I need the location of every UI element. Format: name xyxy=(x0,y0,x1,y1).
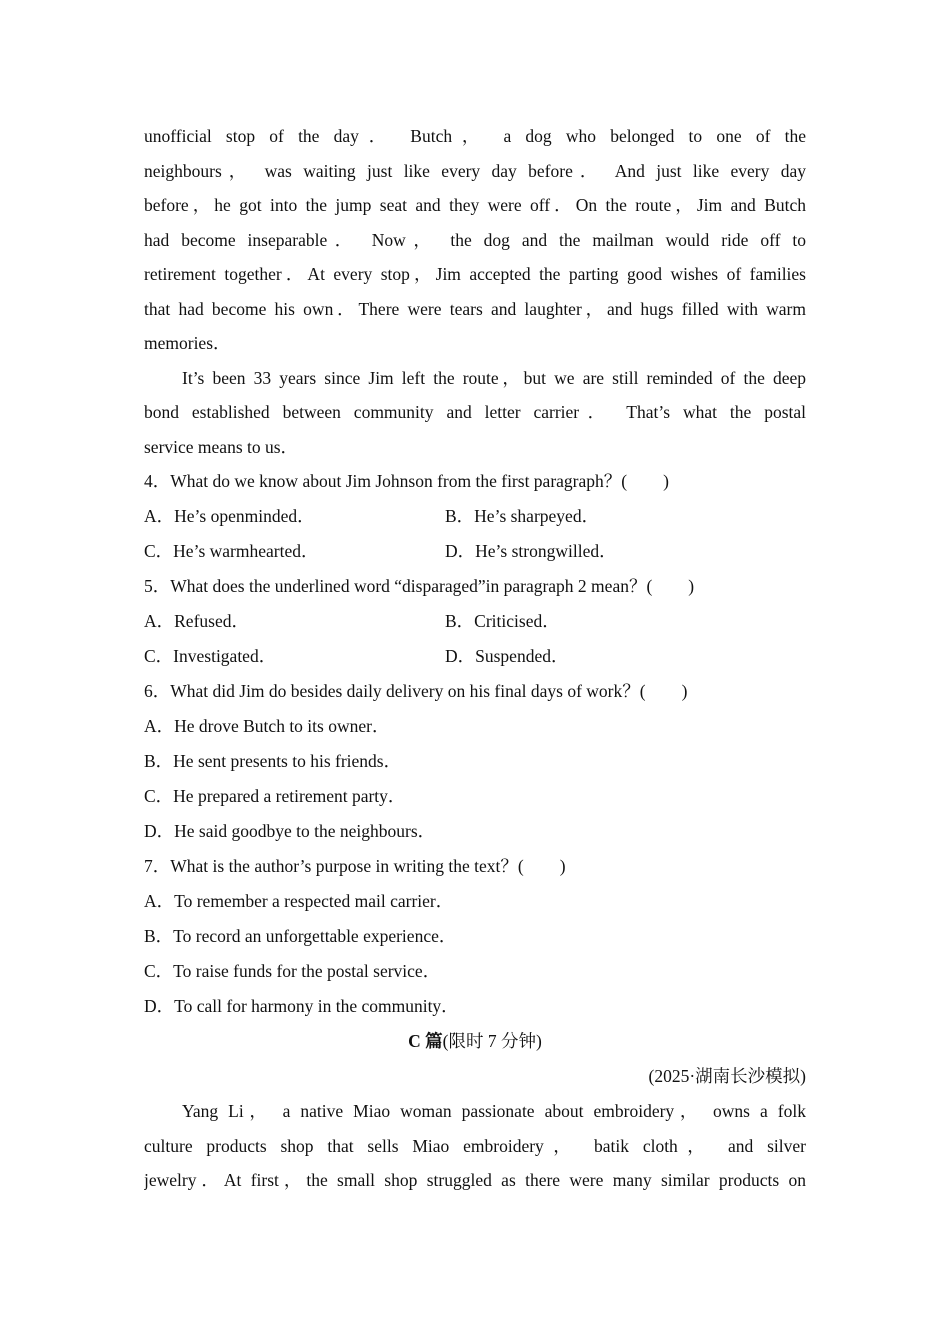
question-text: 5．What does the underlined word “disparaged”in paragraph 2 mean？( xyxy=(144,576,653,596)
section-c-source: (2025·湖南长沙模拟) xyxy=(648,1066,806,1086)
text-line: before，he got into the jump seat and they were off．On the route，Jim and Butch xyxy=(144,195,806,215)
option-c[interactable]: C．Investigated． xyxy=(144,646,277,666)
option-row xyxy=(144,534,806,569)
document-page xyxy=(144,119,806,1198)
passage-b-paragraph-1 xyxy=(144,119,806,361)
text-line: that had become his own．There were tears and laughter，and hugs filled with warm xyxy=(144,298,806,319)
section-c-title xyxy=(144,1024,806,1059)
question-stem xyxy=(144,464,806,499)
text-line: service means to us． xyxy=(144,436,299,457)
question-7 xyxy=(144,849,806,1024)
question-bracket: ) xyxy=(559,856,566,876)
text-line: retirement together．At every stop，Jim accepted the parting good wishes of families xyxy=(144,264,806,284)
option-d[interactable]: D．Suspended． xyxy=(445,646,569,666)
text-line: It’s been 33 years since Jim left the route，but we are still reminded of the deep xyxy=(182,367,806,388)
text-line: jewelry．At first，the small shop struggled as there were many similar products on xyxy=(144,1170,806,1190)
option-d[interactable]: D．He said goodbye to the neighbours． xyxy=(144,821,436,841)
text-line: memories． xyxy=(144,333,231,353)
question-bracket: ) xyxy=(688,576,695,596)
question-text: 7．What is the author’s purpose in writing the text？( xyxy=(144,856,524,876)
question-bracket: ) xyxy=(681,681,688,701)
option-d[interactable]: D．To call for harmony in the community． xyxy=(144,996,459,1016)
option-b[interactable]: B．He sent presents to his friends． xyxy=(144,751,402,771)
option-c[interactable]: C．He prepared a retirement party． xyxy=(144,786,406,806)
question-text: 4．What do we know about Jim Johnson from the first paragraph？( xyxy=(144,471,628,491)
question-6 xyxy=(144,674,806,849)
option-b[interactable]: B．To record an unforgettable experience． xyxy=(144,926,457,946)
option-b[interactable]: B．Criticised． xyxy=(445,611,560,631)
section-c-time-limit: (限时 7 分钟) xyxy=(442,1031,542,1051)
option-a[interactable]: A．To remember a respected mail carrier． xyxy=(144,891,454,911)
question-5 xyxy=(144,569,806,674)
option-row xyxy=(144,499,806,534)
option-a[interactable]: A．He’s openminded． xyxy=(144,506,315,526)
question-stem xyxy=(144,569,806,604)
option-row xyxy=(144,604,806,639)
text-line: had become inseparable． Now， the dog and the mailman would ride off to xyxy=(144,229,806,250)
section-c-label: C 篇 xyxy=(408,1031,443,1051)
text-line: bond established between community and letter carrier． That’s what the postal xyxy=(144,402,806,422)
question-4 xyxy=(144,464,806,569)
question-bracket: ) xyxy=(663,471,669,491)
option-d[interactable]: D．He’s strongwilled． xyxy=(445,541,617,561)
option-c[interactable]: C．He’s warmhearted． xyxy=(144,541,319,561)
question-stem xyxy=(144,674,806,709)
passage-b-paragraph-2 xyxy=(144,361,806,465)
option-b[interactable]: B．He’s sharpeyed． xyxy=(445,506,600,526)
text-line: unofficial stop of the day． Butch， a dog who belonged to one of the xyxy=(144,126,806,146)
question-stem xyxy=(144,849,806,884)
option-c[interactable]: C．To raise funds for the postal service． xyxy=(144,961,441,981)
option-row xyxy=(144,639,806,674)
option-a[interactable]: A．He drove Butch to its owner． xyxy=(144,716,390,736)
option-a[interactable]: A．Refused． xyxy=(144,611,249,631)
text-line: Yang Li， a native Miao woman passionate about embroidery， owns a folk xyxy=(182,1101,806,1121)
text-line: neighbours， was waiting just like every day before． And just like every day xyxy=(144,160,806,181)
question-text: 6．What did Jim do besides daily delivery on his final days of work？( xyxy=(144,681,646,701)
passage-c-paragraph-1 xyxy=(144,1094,806,1198)
text-line: culture products shop that sells Miao embroidery， batik cloth， and silver xyxy=(144,1135,806,1156)
